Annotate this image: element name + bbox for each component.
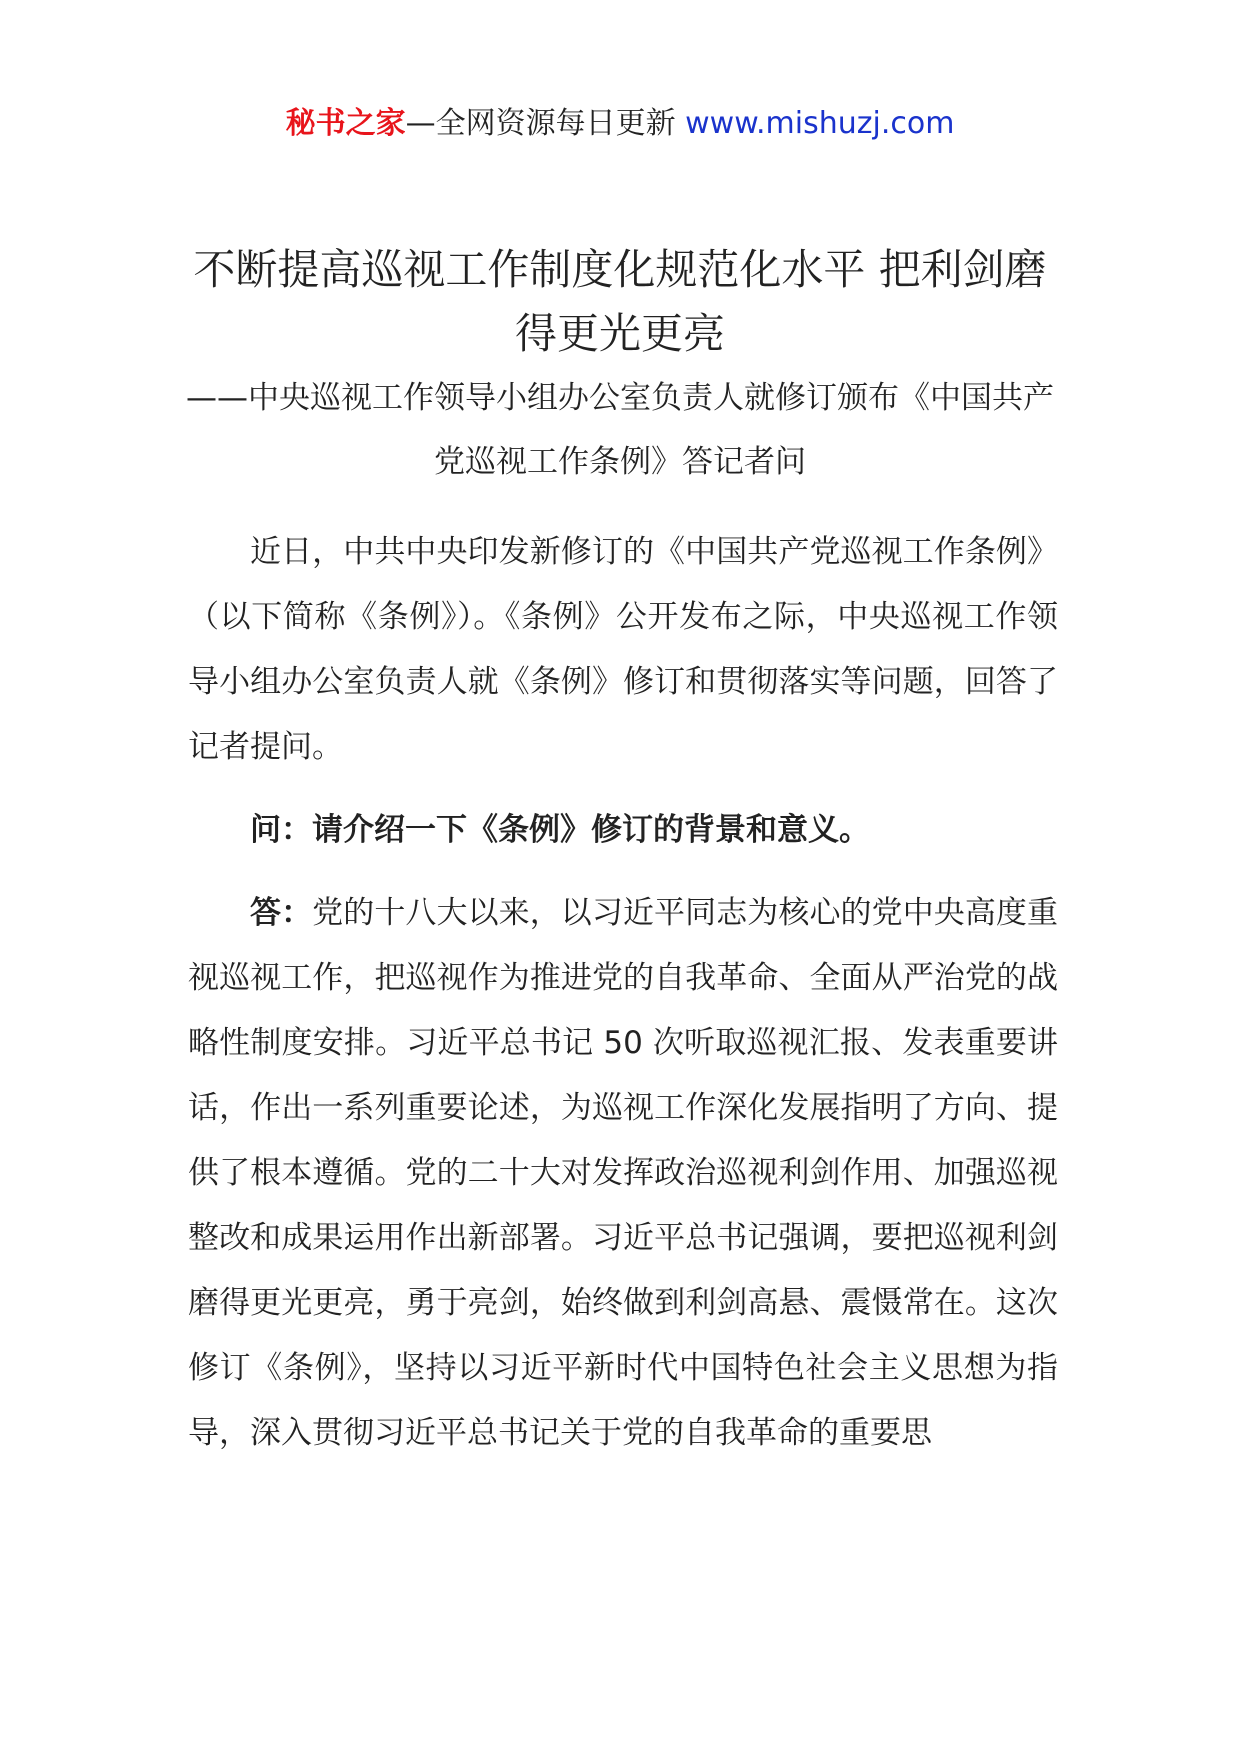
question-heading: 问：请介绍一下《条例》修订的背景和意义。 <box>250 812 870 848</box>
site-url-link[interactable]: www.mishuzj.com <box>685 106 955 141</box>
intro-paragraph: 近日，中共中央印发新修订的《中国共产党巡视工作条例》（以下简称《条例》）。《条例》公开发布之际，中央巡视工作领导小组办公室负责人就《条例》修订和贯彻落实等问题，回答了记者提问。 <box>188 534 1058 765</box>
answer-paragraph <box>188 881 1058 1466</box>
header-tagline: —全网资源每日更新 <box>405 106 676 141</box>
title-block <box>185 238 1055 494</box>
brand-name: 秘书之家 <box>285 106 406 141</box>
document-body <box>188 520 1058 1466</box>
answer-label: 答： <box>250 895 313 931</box>
document-title: 不断提高巡视工作制度化规范化水平 把利剑磨得更光更亮 <box>193 245 1047 358</box>
document-subtitle: ——中央巡视工作领导小组办公室负责人就修订颁布《中国共产党巡视工作条例》答记者问 <box>186 380 1054 480</box>
answer-text: 党的十八大以来，以习近平同志为核心的党中央高度重视巡视工作，把巡视作为推进党的自我革命、全面从严治党的战略性制度安排。习近平总书记 50 次听取巡视汇报、发表重要讲话，作出一系列重要论述，为巡视工作深化发展指明了方向、提供了根本遵循。党的二十大对发挥政治巡视利剑作用、加强巡视整改和成果运用作出新部署。习近平总书记强调，要把巡视利剑磨得更光更亮，勇于亮剑，始终做到利剑高悬、震慑常在。这次修订《条例》，坚持以习近平新时代中国特色社会主义思想为指导，深入贯彻习近平总书记关于党的自我革命的重要思 <box>188 895 1059 1451</box>
header-banner <box>0 102 1240 146</box>
